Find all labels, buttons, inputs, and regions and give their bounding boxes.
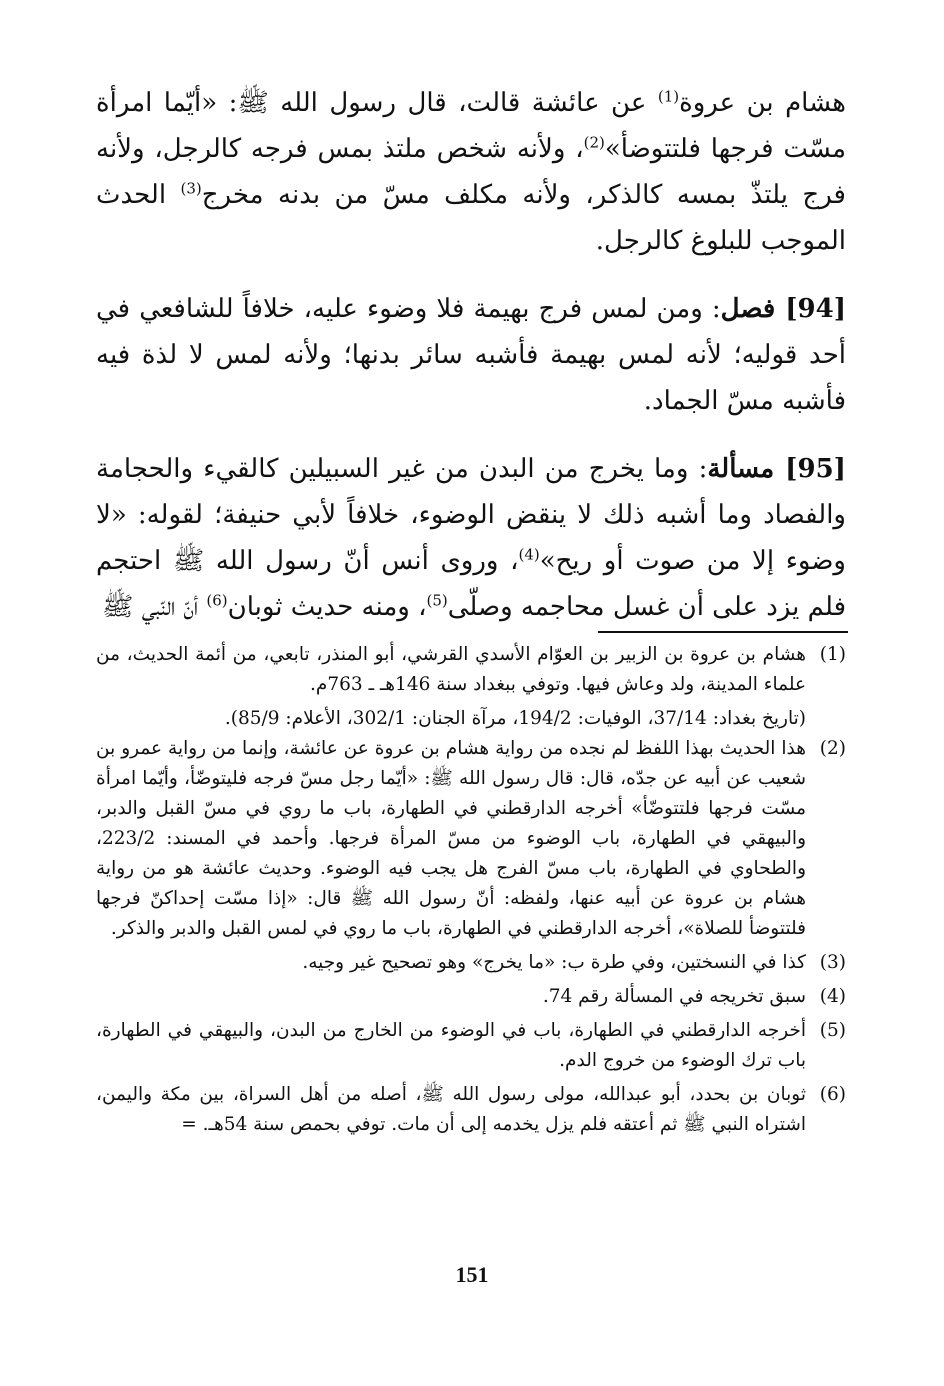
footnotes (96, 640, 846, 1144)
footnote-text: سبق تخريجه في المسألة رقم 74. (542, 986, 806, 1007)
text-run: ، وروى أنس أنّ رسول الله ﷺ احتجم فلم يزد على أن غسل محاجمه وصلّى (96, 546, 846, 622)
text-run: : وما يخرج من البدن من غير السبيلين كالقيء والحجامة والفصاد وما أشبه ذلك لا ينقض الوضوء، خلافاً لأبي حنيفة؛ لقوله: «لا وضوء إلا من صوت أو ريح» (96, 454, 846, 576)
footnote-text: كذا في النسختين، وفي طرة ب: «ما يخرج» وهو تصحيح غير وجيه. (302, 952, 806, 973)
footnote-separator (598, 631, 848, 633)
footnote-3 (96, 948, 846, 978)
text-run: هشام بن عروة (679, 88, 846, 118)
footnote-number: (2) (819, 738, 846, 759)
main-text (96, 80, 846, 652)
text-run: ، ومنه حديث ثوبان (227, 592, 427, 622)
text-run: عن عائشة قالت، قال رسول الله ﷺ: «أيّما امرأة مسّت فرجها فلتتوضأ» (96, 88, 847, 164)
text-run: : ومن لمس فرج بهيمة فلا وضوء عليه، خلافاً للشافعي في أحد قوليه؛ لأنه لمس بهيمة فأشبه سائر بدنها؛ ولأنه لمس لا لذة فيه فأشبه مسّ الجماد. (96, 294, 846, 416)
footnote-ref: (2) (583, 133, 605, 152)
paragraph-2 (96, 286, 846, 424)
footnote-text: هذا الحديث بهذا اللفظ لم نجده من رواية هشام بن عروة عن عائشة، وإنما من رواية عمرو بن شعيب عن أبيه عن جدّه، قال: قال رسول الله ﷺ: «أيّما رجل مسّ فرجه فليتوضّأ، وأيّما امرأة مسّت فرجها فلتتوضّأ» أخرجه الدارقطني في الطهارة، باب ما روي في مسّ القبل والدبر، والبيهقي في الطهارة، باب الوضوء من مسّ المرأة فرجها. وأحمد في المسند: 223/2، والطحاوي في الطهارة، باب مسّ الفرج هل يجب فيه الوضوء. وحديث عائشة هو من رواية هشام بن عروة عن أبيه عنها، ولفظه: أنّ رسول الله ﷺ قال: «إذا مسّت إحداكنّ فرجها فلتتوضأ للصلاة»، أخرجه الدارقطني في الطهارة، باب ما روي في لمس القبل والدبر والذكر. (96, 738, 806, 939)
footnote-number: (3) (819, 952, 846, 973)
text-run: أنّ النّبي ﷺ (102, 592, 207, 622)
footnote-number: (6) (819, 1084, 846, 1105)
footnote-ref: (6) (206, 591, 228, 610)
paragraph-1 (96, 80, 846, 264)
section-heading: [95] مسألة (707, 454, 846, 484)
footnote-2 (96, 734, 846, 944)
text-run: الحدث الموجب للبلوغ كالرجل. (96, 180, 846, 256)
footnote-ref: (1) (657, 87, 680, 106)
footnote-ref: (4) (518, 545, 540, 564)
footnote-1 (96, 640, 846, 700)
footnote-6 (96, 1080, 846, 1140)
footnote-number: (5) (819, 1020, 846, 1041)
text-run: ، ولأنه شخص ملتذ بمس فرجه كالرجل، ولأنه فرج يلتذّ بمسه كالذكر، ولأنه مكلف مسّ من بدنه مخرج (96, 134, 846, 210)
footnote-ref: (3) (180, 179, 202, 198)
footnote-text: أخرجه الدارقطني في الطهارة، باب في الوضوء من الخارج من البدن، والبيهقي في الطهارة، باب ترك الوضوء من خروج الدم. (96, 1020, 806, 1071)
footnote-ref: (5) (426, 591, 448, 610)
paragraph-3 (96, 446, 846, 630)
footnote-text: هشام بن عروة بن الزبير بن العوّام الأسدي القرشي، أبو المنذر، تابعي، من أئمة الحديث، من علماء المدينة، ولد وعاش فيها. وتوفي ببغداد سنة 146هـ ـ 763م. (96, 644, 806, 695)
section-heading: [94] فصل (720, 294, 846, 324)
footnote-text: ثوبان بن بحدد، أبو عبدالله، مولى رسول الله ﷺ، أصله من أهل السراة، بين مكة واليمن، اشتراه النبي ﷺ ثم أعتقه فلم يزل يخدمه إلى أن مات. توفي بحمص سنة 54هـ. = (96, 1084, 806, 1135)
footnote-4 (96, 982, 846, 1012)
page-number: 151 (455, 1262, 489, 1287)
footnote-number: (4) (819, 986, 846, 1007)
footnote-number: (1) (819, 644, 846, 665)
footnote-5 (96, 1016, 846, 1076)
footnote-citation: (تاريخ بغداد: 37/14، الوفيات: 194/2، مرآة الجنان: 302/1، الأعلام: 85/9). (224, 708, 806, 729)
